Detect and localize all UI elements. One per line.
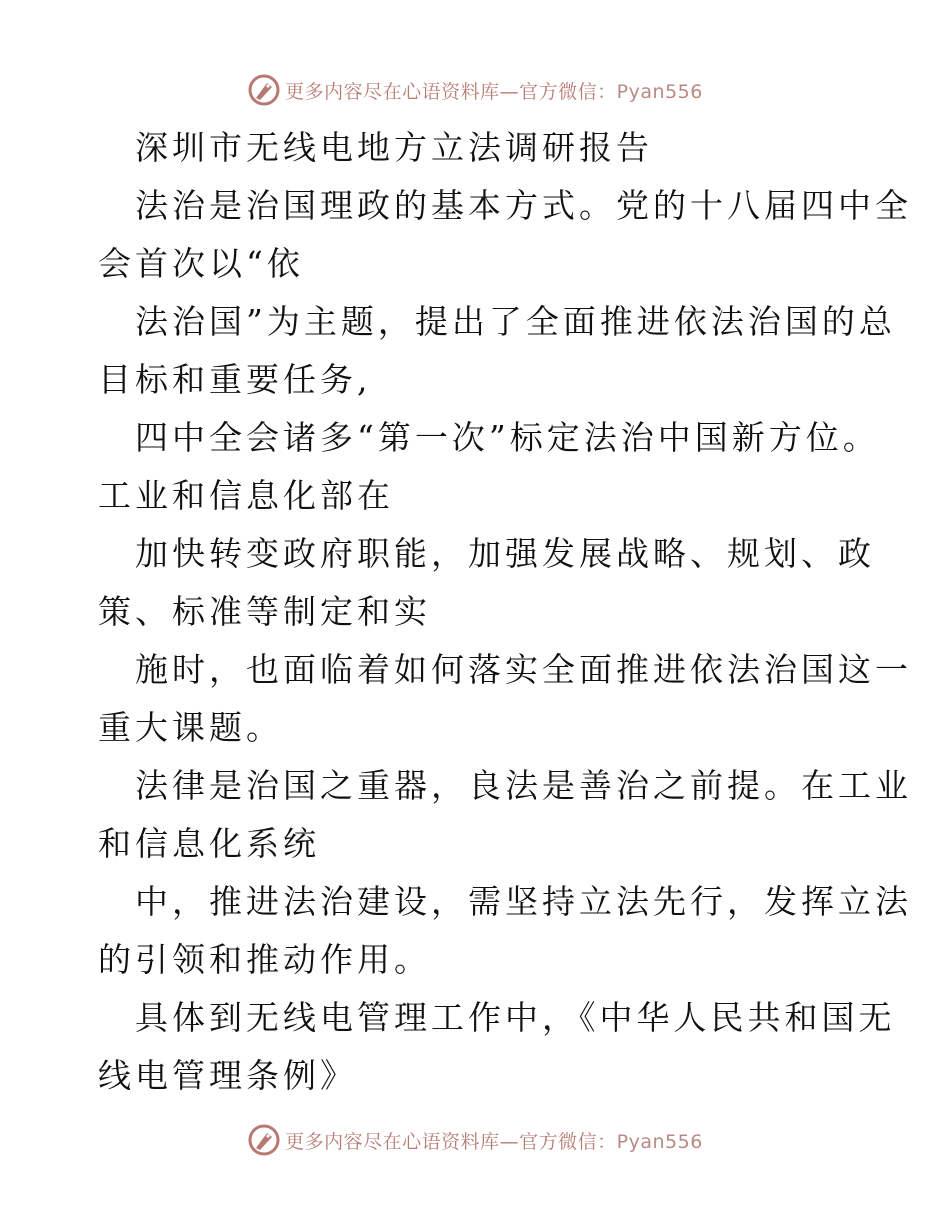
paragraph-line: 具体到无线电管理工作中，《中华人民共和国无 [135,998,896,1037]
watermark-wechat-id: Pyan556 [616,80,703,103]
paragraph-line: 中，推进法治建设，需坚持立法先行，发挥立法 [135,882,912,921]
paragraph-line: 法治国”为主题，提出了全面推进依法治国的总 [135,302,896,341]
footer-watermark [0,1120,950,1160]
paragraph-line: 工业和信息化部在 [98,476,394,515]
watermark-text: 更多内容尽在心语资料库—官方微信： [285,1130,617,1153]
paragraph-line: 的引领和推动作用。 [98,940,431,979]
document-title: 深圳市无线电地方立法调研报告 [135,128,653,167]
pen-nib-circle-icon [247,1123,281,1157]
paragraph-line: 四中全会诸多“第一次”标定法治中国新方位。 [135,418,880,457]
watermark-text: 更多内容尽在心语资料库—官方微信： [285,80,617,103]
paragraph-line: 策、标准等制定和实 [98,592,431,631]
paragraph-line: 加快转变政府职能，加强发展战略、规划、政 [135,534,875,573]
paragraph-line: 线电管理条例》 [98,1056,357,1095]
paragraph-line: 法治是治国理政的基本方式。党的十八届四中全 [135,186,912,225]
watermark-wechat-id: Pyan556 [616,1130,703,1153]
paragraph-line: 和信息化系统 [98,824,320,863]
paragraph-line: 重大课题。 [98,708,283,747]
paragraph-line: 法律是治国之重器，良法是善治之前提。在工业 [135,766,912,805]
paragraph-line: 施时，也面临着如何落实全面推进依法治国这一 [135,650,912,689]
paragraph-line: 目标和重要任务, [98,360,372,399]
paragraph-line: 会首次以“依 [98,244,304,283]
